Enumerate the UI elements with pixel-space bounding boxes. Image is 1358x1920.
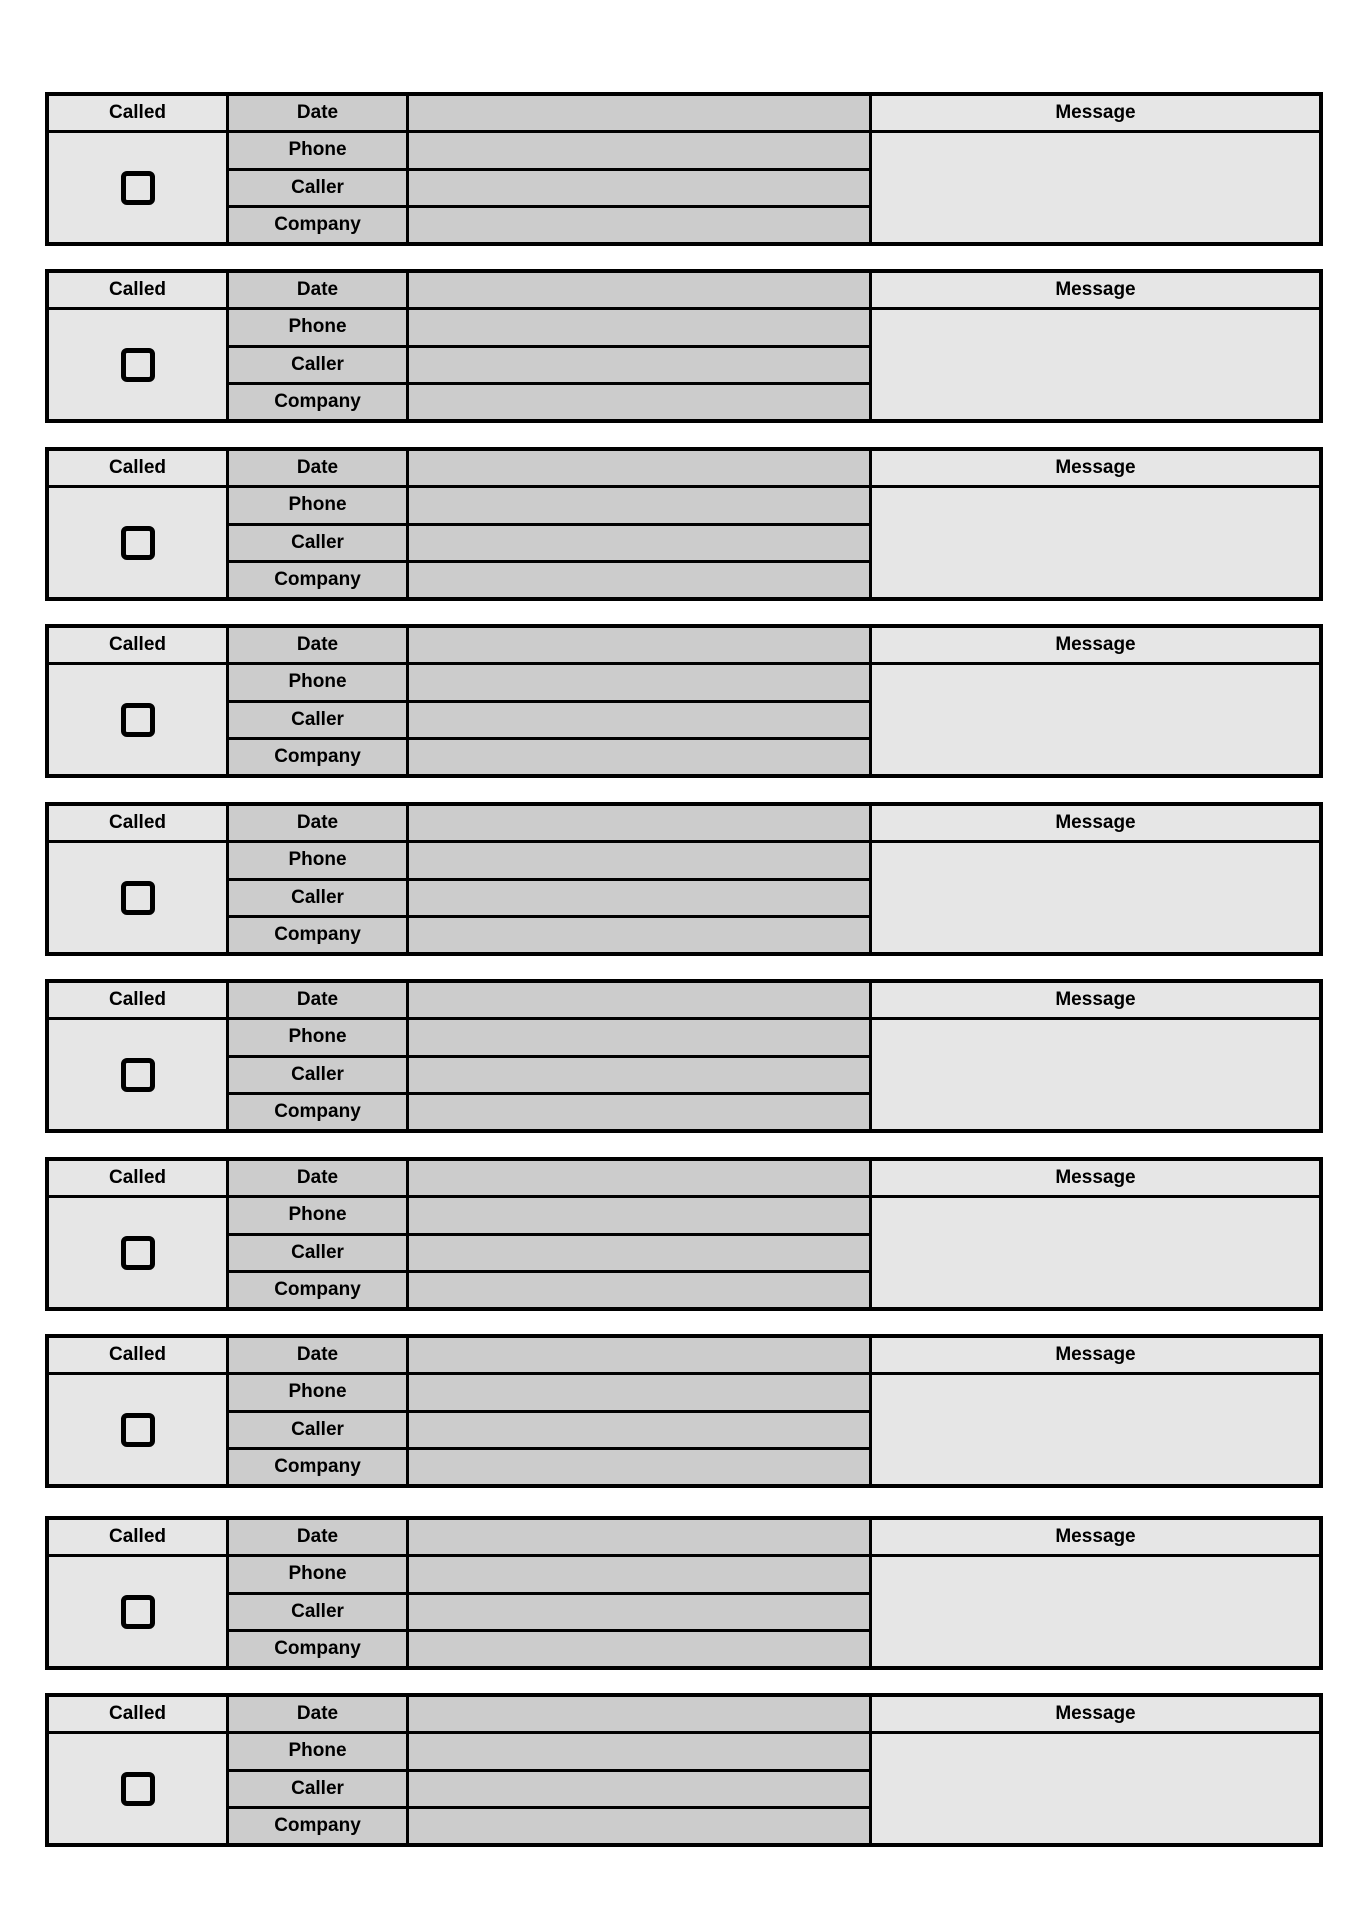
company-label: Company: [229, 385, 406, 419]
message-field[interactable]: [872, 488, 1319, 597]
date-field[interactable]: [409, 628, 869, 662]
message-entry: [45, 802, 1323, 956]
caller-field[interactable]: [409, 348, 869, 382]
phone-field[interactable]: [409, 843, 869, 877]
called-cell: [49, 1198, 226, 1307]
caller-field[interactable]: [409, 881, 869, 915]
company-field[interactable]: [409, 1273, 869, 1307]
phone-field[interactable]: [409, 488, 869, 522]
company-label: Company: [229, 208, 406, 242]
company-field[interactable]: [409, 1450, 869, 1484]
message-header: Message: [872, 273, 1319, 307]
caller-label: Caller: [229, 1413, 406, 1447]
called-cell: [49, 1557, 226, 1666]
caller-field[interactable]: [409, 1772, 869, 1806]
called-header: Called: [49, 1161, 226, 1195]
message-field[interactable]: [872, 310, 1319, 419]
message-field[interactable]: [872, 133, 1319, 242]
phone-label: Phone: [229, 1198, 406, 1232]
message-header: Message: [872, 451, 1319, 485]
date-field[interactable]: [409, 273, 869, 307]
phone-field[interactable]: [409, 1198, 869, 1232]
called-header: Called: [49, 273, 226, 307]
message-field[interactable]: [872, 1557, 1319, 1666]
called-header: Called: [49, 983, 226, 1017]
called-checkbox[interactable]: [121, 1058, 155, 1092]
date-label: Date: [229, 273, 406, 307]
message-header: Message: [872, 628, 1319, 662]
date-label: Date: [229, 983, 406, 1017]
caller-field[interactable]: [409, 703, 869, 737]
phone-label: Phone: [229, 310, 406, 344]
called-checkbox[interactable]: [121, 703, 155, 737]
called-header: Called: [49, 628, 226, 662]
phone-field[interactable]: [409, 1734, 869, 1768]
called-header: Called: [49, 451, 226, 485]
message-header: Message: [872, 983, 1319, 1017]
message-entry: [45, 269, 1323, 423]
phone-label: Phone: [229, 488, 406, 522]
called-cell: [49, 133, 226, 242]
called-header: Called: [49, 1697, 226, 1731]
company-field[interactable]: [409, 918, 869, 952]
called-header: Called: [49, 1338, 226, 1372]
date-label: Date: [229, 628, 406, 662]
phone-field[interactable]: [409, 1020, 869, 1054]
phone-label: Phone: [229, 133, 406, 167]
message-field[interactable]: [872, 843, 1319, 952]
called-header: Called: [49, 96, 226, 130]
called-cell: [49, 488, 226, 597]
caller-field[interactable]: [409, 1236, 869, 1270]
message-entry: [45, 1157, 1323, 1311]
company-label: Company: [229, 1273, 406, 1307]
date-label: Date: [229, 96, 406, 130]
phone-field[interactable]: [409, 1557, 869, 1591]
company-label: Company: [229, 1809, 406, 1843]
caller-field[interactable]: [409, 171, 869, 205]
phone-label: Phone: [229, 843, 406, 877]
phone-label: Phone: [229, 1375, 406, 1409]
message-entry: [45, 447, 1323, 601]
date-field[interactable]: [409, 1161, 869, 1195]
date-label: Date: [229, 1520, 406, 1554]
date-field[interactable]: [409, 983, 869, 1017]
message-entry: [45, 1516, 1323, 1670]
company-field[interactable]: [409, 208, 869, 242]
message-header: Message: [872, 806, 1319, 840]
phone-label: Phone: [229, 1020, 406, 1054]
caller-label: Caller: [229, 1772, 406, 1806]
date-field[interactable]: [409, 451, 869, 485]
company-label: Company: [229, 740, 406, 774]
message-entry: [45, 1334, 1323, 1488]
phone-field[interactable]: [409, 310, 869, 344]
caller-field[interactable]: [409, 1413, 869, 1447]
message-field[interactable]: [872, 1734, 1319, 1843]
called-checkbox[interactable]: [121, 348, 155, 382]
company-label: Company: [229, 1095, 406, 1129]
called-checkbox[interactable]: [121, 1236, 155, 1270]
message-entry: [45, 1693, 1323, 1847]
date-field[interactable]: [409, 1338, 869, 1372]
called-checkbox[interactable]: [121, 1772, 155, 1806]
message-header: Message: [872, 1520, 1319, 1554]
message-field[interactable]: [872, 665, 1319, 774]
company-label: Company: [229, 1632, 406, 1666]
called-cell: [49, 1375, 226, 1484]
caller-label: Caller: [229, 348, 406, 382]
message-field[interactable]: [872, 1198, 1319, 1307]
date-field[interactable]: [409, 806, 869, 840]
caller-label: Caller: [229, 1595, 406, 1629]
date-label: Date: [229, 1697, 406, 1731]
caller-label: Caller: [229, 171, 406, 205]
caller-label: Caller: [229, 703, 406, 737]
date-field[interactable]: [409, 96, 869, 130]
phone-field[interactable]: [409, 1375, 869, 1409]
caller-field[interactable]: [409, 1058, 869, 1092]
message-header: Message: [872, 96, 1319, 130]
message-entry: [45, 92, 1323, 246]
called-checkbox[interactable]: [121, 881, 155, 915]
caller-field[interactable]: [409, 526, 869, 560]
caller-label: Caller: [229, 881, 406, 915]
company-field[interactable]: [409, 1809, 869, 1843]
message-header: Message: [872, 1697, 1319, 1731]
called-cell: [49, 310, 226, 419]
date-label: Date: [229, 451, 406, 485]
company-field[interactable]: [409, 1632, 869, 1666]
called-cell: [49, 843, 226, 952]
caller-label: Caller: [229, 526, 406, 560]
message-entry: [45, 624, 1323, 778]
caller-field[interactable]: [409, 1595, 869, 1629]
company-field[interactable]: [409, 563, 869, 597]
caller-label: Caller: [229, 1058, 406, 1092]
message-field[interactable]: [872, 1020, 1319, 1129]
called-cell: [49, 1734, 226, 1843]
called-header: Called: [49, 1520, 226, 1554]
called-cell: [49, 665, 226, 774]
phone-label: Phone: [229, 1734, 406, 1768]
called-checkbox[interactable]: [121, 171, 155, 205]
called-cell: [49, 1020, 226, 1129]
called-header: Called: [49, 806, 226, 840]
called-checkbox[interactable]: [121, 1413, 155, 1447]
called-checkbox[interactable]: [121, 1595, 155, 1629]
company-label: Company: [229, 918, 406, 952]
phone-field[interactable]: [409, 133, 869, 167]
called-checkbox[interactable]: [121, 526, 155, 560]
message-field[interactable]: [872, 1375, 1319, 1484]
company-field[interactable]: [409, 385, 869, 419]
date-field[interactable]: [409, 1520, 869, 1554]
date-label: Date: [229, 806, 406, 840]
company-label: Company: [229, 563, 406, 597]
phone-field[interactable]: [409, 665, 869, 699]
phone-label: Phone: [229, 665, 406, 699]
date-label: Date: [229, 1338, 406, 1372]
company-field[interactable]: [409, 1095, 869, 1129]
message-header: Message: [872, 1161, 1319, 1195]
message-entry: [45, 979, 1323, 1133]
company-field[interactable]: [409, 740, 869, 774]
message-header: Message: [872, 1338, 1319, 1372]
phone-label: Phone: [229, 1557, 406, 1591]
caller-label: Caller: [229, 1236, 406, 1270]
company-label: Company: [229, 1450, 406, 1484]
date-field[interactable]: [409, 1697, 869, 1731]
date-label: Date: [229, 1161, 406, 1195]
